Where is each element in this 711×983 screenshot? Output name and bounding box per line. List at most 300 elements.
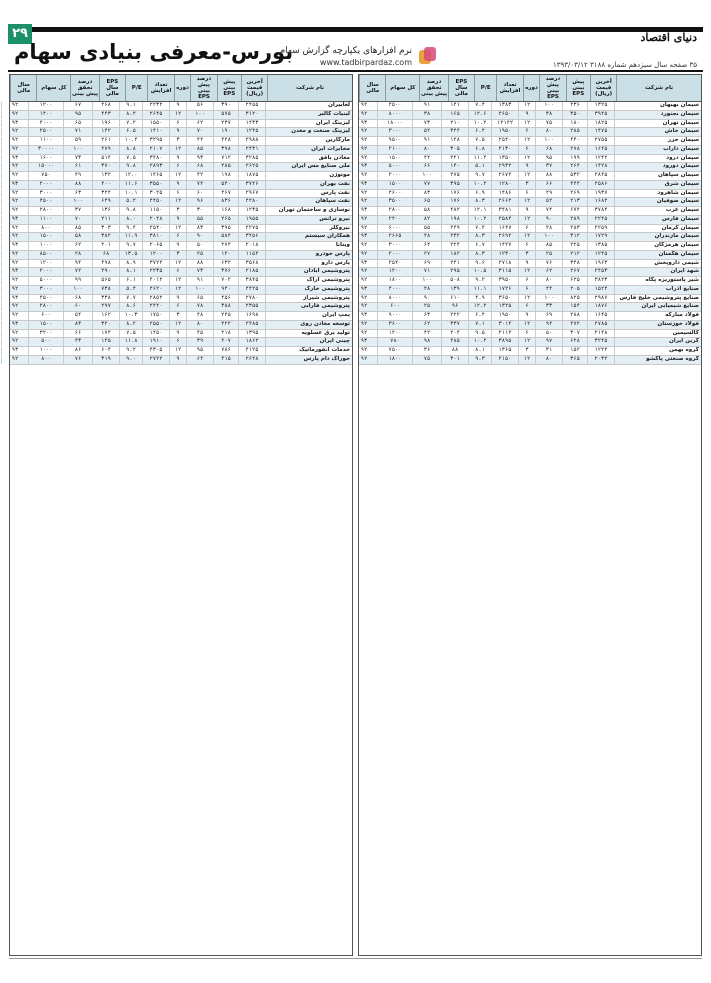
company-name-cell: سیمان شرق <box>614 181 701 189</box>
value-cell: ۷۵ <box>535 120 562 128</box>
value-cell: ۴۹ <box>63 172 92 180</box>
table-row <box>10 260 352 269</box>
table-header <box>10 75 352 102</box>
value-cell: ۴۱۵ <box>213 356 238 364</box>
value-cell: ۱۲ <box>169 198 186 206</box>
table-row <box>359 198 701 207</box>
company-name-cell: صنایع آذرآب <box>614 286 701 294</box>
value-cell: ۷.۵ <box>119 155 142 163</box>
value-cell: ۹۵۰۰ <box>377 137 412 145</box>
value-cell: ۴۴ <box>186 137 213 145</box>
column-header: دوره <box>523 75 540 101</box>
table-row <box>10 312 352 321</box>
value-cell: ۹۳ <box>350 260 377 268</box>
table-header <box>359 75 701 102</box>
value-cell: ۸۲۵ <box>562 295 587 303</box>
company-name-cell: چینی ایران <box>265 338 352 346</box>
value-cell: ۱۳۹ <box>441 286 468 294</box>
value-cell: ۲۶۴۵ <box>142 111 169 119</box>
value-cell: ۳۶۵ <box>562 356 587 364</box>
value-cell: ۳۸ <box>412 111 441 119</box>
table-row <box>359 146 701 155</box>
value-cell: ۱۰۰ <box>63 146 92 154</box>
value-cell: ۳۹۴۵ <box>587 111 614 119</box>
table-row <box>10 242 352 251</box>
value-cell: ۱۶۸۴ <box>587 198 614 206</box>
company-name-cell: ویتانا <box>265 242 352 250</box>
value-cell: ۶ <box>169 190 186 198</box>
value-cell: ۹۲ <box>350 102 377 110</box>
value-cell: ۹۲ <box>350 198 377 206</box>
value-cell: ۱۲ <box>518 102 535 110</box>
value-cell: ۷.۵ <box>468 137 491 145</box>
value-cell: ۹۶ <box>441 303 468 311</box>
table-row <box>359 251 701 260</box>
value-cell: ۱۲۴۵ <box>587 251 614 259</box>
value-cell: ۱۶۵ <box>441 111 468 119</box>
company-name-cell: توسعه معادن روی <box>265 321 352 329</box>
value-cell: ۱۲ <box>518 137 535 145</box>
value-cell: ۹۲ <box>1 312 28 320</box>
value-cell: ۲۰۱ <box>92 242 119 250</box>
table-body <box>10 102 352 955</box>
value-cell: ۴۴۵۰ <box>142 198 169 206</box>
company-name-cell: خدمات انفورماتیک <box>265 347 352 355</box>
value-cell: ۹۲ <box>350 251 377 259</box>
value-cell: ۳۹۵ <box>213 225 238 233</box>
company-name-cell: شیمی داروپخش <box>614 260 701 268</box>
value-cell: ۳۰۰۰۰ <box>28 146 63 154</box>
value-cell: ۲۵ <box>186 251 213 259</box>
value-cell: ۱۵۴ <box>562 303 587 311</box>
value-cell: ۲۴۱ <box>441 260 468 268</box>
value-cell: ۳۱۱۵ <box>491 268 518 276</box>
company-name-cell: ملی صنایع مس ایران <box>265 163 352 171</box>
company-name-cell: سیمان مازندران <box>614 233 701 241</box>
value-cell: ۸۸ <box>441 347 468 355</box>
value-cell: ۶ <box>518 330 535 338</box>
value-cell: ۹۲ <box>350 303 377 311</box>
value-cell: ۲۸۹۳ <box>142 163 169 171</box>
value-cell: ۵۷۵ <box>213 111 238 119</box>
value-cell: ۱۱۵۴ <box>238 251 265 259</box>
value-cell: ۲۲۲ <box>441 312 468 320</box>
value-cell: ۲۵۸۶ <box>587 181 614 189</box>
table-row <box>10 216 352 225</box>
value-cell: ۳۱۹ <box>92 356 119 364</box>
value-cell: ۳۵۰ <box>562 111 587 119</box>
value-cell: ۵۰۸ <box>441 277 468 285</box>
value-cell: ۹.۱ <box>119 102 142 110</box>
value-cell: ۳۱۲۰ <box>238 111 265 119</box>
value-cell: ۷۴ <box>186 181 213 189</box>
company-name-cell: پتروشیمی شیراز <box>265 295 352 303</box>
table-row <box>10 128 352 137</box>
value-cell: ۱۲۲۴ <box>587 347 614 355</box>
value-cell: ۳ <box>518 181 535 189</box>
value-cell: ۶ <box>518 286 535 294</box>
promo-banner[interactable] <box>268 44 438 70</box>
value-cell: ۱۹۵۰ <box>491 312 518 320</box>
value-cell: ۹۳ <box>350 120 377 128</box>
table-row <box>10 321 352 330</box>
value-cell: ۳۰۵ <box>441 146 468 154</box>
value-cell: ۲۵۴۰ <box>377 260 412 268</box>
value-cell: ۱۸۰۰ <box>377 356 412 364</box>
value-cell: ۶۱۰ <box>441 295 468 303</box>
value-cell: ۲۷۵۵ <box>587 137 614 145</box>
company-name-cell: سیمان شاهرود <box>614 190 701 198</box>
value-cell: ۳۰۳ <box>92 225 119 233</box>
value-cell: ۶۲ <box>535 268 562 276</box>
value-cell: ۸۰ <box>535 277 562 285</box>
value-cell: ۳۰۰۰ <box>377 242 412 250</box>
value-cell: ۳۹۵ <box>441 181 468 189</box>
value-cell: ۱۸۷۵ <box>238 172 265 180</box>
table-row <box>359 163 701 172</box>
value-cell: ۱۰.۲ <box>468 181 491 189</box>
value-cell: ۸۰۰۰ <box>377 111 412 119</box>
value-cell: ۵۳۲ <box>562 172 587 180</box>
company-name-cell: سیمان سپاهان <box>614 172 701 180</box>
value-cell: ۲۶۵ <box>213 216 238 224</box>
value-cell: ۷.۱ <box>468 321 491 329</box>
company-name-cell: شیر پاستوریزه پگاه <box>614 277 701 285</box>
value-cell: ۲۷۲۲ <box>142 356 169 364</box>
table-row <box>359 172 701 181</box>
company-name-cell: پتروشیمی خارک <box>265 286 352 294</box>
value-cell: ۳۹ <box>186 338 213 346</box>
table-row <box>10 111 352 120</box>
value-cell: ۲۶۶۴ <box>491 198 518 206</box>
column-header: کل سهام <box>36 75 70 101</box>
value-cell: ۵.۴ <box>119 286 142 294</box>
value-cell: ۴۷۲ <box>562 321 587 329</box>
value-cell: ۴۴۴ <box>562 181 587 189</box>
value-cell: ۶۶ <box>535 181 562 189</box>
value-cell: ۹ <box>169 216 186 224</box>
value-cell: ۲۰۴۸ <box>142 216 169 224</box>
value-cell: ۲۹۷ <box>92 303 119 311</box>
value-cell: ۶۲۸ <box>562 338 587 346</box>
value-cell: ۳۷ <box>535 163 562 171</box>
value-cell: ۹۲ <box>1 102 28 110</box>
column-header: آخرین قیمت (ریال) <box>590 75 616 101</box>
value-cell: ۷۶ <box>63 356 92 364</box>
value-cell: ۸.۳ <box>468 251 491 259</box>
column-header: تعداد افزایش <box>147 75 173 101</box>
value-cell: ۵۰۰ <box>28 338 63 346</box>
table-row <box>10 225 352 234</box>
table-row <box>359 286 701 295</box>
value-cell: ۲۱۴۸ <box>587 330 614 338</box>
value-cell: ۴۵۶ <box>213 295 238 303</box>
column-header: EPS سال مالی <box>448 75 474 101</box>
value-cell: ۶۲ <box>186 120 213 128</box>
value-cell: ۹۲ <box>350 321 377 329</box>
value-cell: ۲۴۵۵ <box>238 102 265 110</box>
value-cell: ۹۲ <box>350 111 377 119</box>
value-cell: ۸.۲ <box>119 321 142 329</box>
value-cell: ۱۳۵۰ <box>491 155 518 163</box>
value-cell: ۴۲ <box>186 172 213 180</box>
value-cell: ۱۲ <box>169 146 186 154</box>
value-cell: ۶۸ <box>535 146 562 154</box>
value-cell: ۱۶۲ <box>92 312 119 320</box>
value-cell: ۱۸۰۰۰ <box>377 120 412 128</box>
company-name-cell: نفت پارس <box>265 190 352 198</box>
company-name-cell: پتروشیمی آبادان <box>265 268 352 276</box>
value-cell: ۹۲ <box>350 216 377 224</box>
value-cell: ۱۲ <box>518 198 535 206</box>
footer-rule <box>9 958 702 959</box>
value-cell: ۲۴۵ <box>213 312 238 320</box>
value-cell: ۶ <box>169 120 186 128</box>
value-cell: ۴۲۸ <box>213 137 238 145</box>
table-body <box>359 102 701 955</box>
value-cell: ۹ <box>518 163 535 171</box>
company-name-cell: سیمان فارس <box>614 216 701 224</box>
promo-url[interactable]: www.tadbirpardaz.com <box>319 58 412 67</box>
value-cell: ۲۴۰۰ <box>377 216 412 224</box>
value-cell: ۱۲۳۰ <box>491 251 518 259</box>
value-cell: ۳۲۰۰ <box>28 330 63 338</box>
value-cell: ۹۲ <box>1 251 28 259</box>
value-cell: ۶۸ <box>186 163 213 171</box>
value-cell: ۱۵۰۰ <box>28 233 63 241</box>
value-cell: ۱۰۰ <box>535 102 562 110</box>
value-cell: ۵۶۵ <box>92 277 119 285</box>
company-name-cell: پارس دارو <box>265 260 352 268</box>
value-cell: ۲۳۲ <box>441 233 468 241</box>
value-cell: ۹۷ <box>535 338 562 346</box>
value-cell: ۶ <box>169 163 186 171</box>
table-row <box>359 207 701 216</box>
stock-table-right <box>358 74 702 956</box>
value-cell: ۳ <box>169 137 186 145</box>
value-cell: ۴۰۱۲ <box>142 277 169 285</box>
value-cell: ۱۰۰ <box>63 198 92 206</box>
value-cell: ۱۰۰۰ <box>28 347 63 355</box>
value-cell: ۹.۴ <box>119 225 142 233</box>
value-cell: ۲۷۱۸ <box>491 260 518 268</box>
value-cell: ۶۸ <box>63 295 92 303</box>
value-cell: ۹۲ <box>350 356 377 364</box>
value-cell: ۱۱۰۰ <box>28 216 63 224</box>
value-cell: ۶۴ <box>412 242 441 250</box>
value-cell: ۴۶۷ <box>213 190 238 198</box>
value-cell: ۱۰.۴ <box>468 338 491 346</box>
value-cell: ۹ <box>518 111 535 119</box>
value-cell: ۹۵ <box>63 111 92 119</box>
value-cell: ۹۲ <box>1 163 28 171</box>
value-cell: ۲۱۰۰ <box>377 146 412 154</box>
value-cell: ۱۲۰۰ <box>28 260 63 268</box>
value-cell: ۹۴۰ <box>213 286 238 294</box>
value-cell: ۹۴ <box>535 321 562 329</box>
value-cell: ۱۴۳۳ <box>238 120 265 128</box>
value-cell: ۲۶۷ <box>562 268 587 276</box>
company-name-cell: گروه بهمن <box>614 347 701 355</box>
value-cell: ۲۱۲ <box>562 251 587 259</box>
value-cell: ۲۱۱ <box>92 216 119 224</box>
value-cell: ۹۲ <box>1 190 28 198</box>
brand-logo: دنیای اقتصاد <box>640 31 697 44</box>
value-cell: ۵۹ <box>63 137 92 145</box>
company-name-cell: صنایع پتروشیمی خلیج فارس <box>614 295 701 303</box>
value-cell: ۹۲ <box>350 225 377 233</box>
value-cell: ۶۲۵ <box>562 277 587 285</box>
value-cell: ۳۲۹۵ <box>142 137 169 145</box>
value-cell: ۳۰۷ <box>562 330 587 338</box>
value-cell: ۸۲ <box>412 216 441 224</box>
value-cell: ۷۸۰ <box>377 338 412 346</box>
value-cell: ۹۲ <box>350 268 377 276</box>
value-cell: ۲۱۵۰ <box>491 356 518 364</box>
value-cell: ۷۵۰ <box>28 172 63 180</box>
value-cell: ۲۲۱ <box>441 155 468 163</box>
value-cell: ۹۲ <box>1 303 28 311</box>
value-cell: ۱۲ <box>169 111 186 119</box>
column-header: تعداد افزایش <box>496 75 522 101</box>
value-cell: ۵۱۴ <box>92 155 119 163</box>
value-cell: ۳۸۹۵ <box>491 338 518 346</box>
value-cell: ۱۲ <box>169 260 186 268</box>
value-cell: ۳ <box>169 312 186 320</box>
value-cell: ۶۲ <box>63 242 92 250</box>
value-cell: ۸.۱ <box>468 347 491 355</box>
value-cell: ۲۰۶۵ <box>142 242 169 250</box>
company-name-cell: سیمان دورود <box>614 163 701 171</box>
value-cell: ۳۰۲۵ <box>142 190 169 198</box>
value-cell: ۶ <box>518 225 535 233</box>
value-cell: ۵۲ <box>535 198 562 206</box>
value-cell: ۹۳ <box>1 321 28 329</box>
table-row <box>359 216 701 225</box>
value-cell: ۶۶ <box>412 163 441 171</box>
value-cell: ۱۲ <box>518 338 535 346</box>
value-cell: ۸۳ <box>186 225 213 233</box>
value-cell: ۳۰۱۴ <box>491 321 518 329</box>
value-cell: ۴۵۰۰ <box>28 295 63 303</box>
value-cell: ۹.۸ <box>119 207 142 215</box>
value-cell: ۹۳ <box>350 286 377 294</box>
value-cell: ۱۲ <box>518 321 535 329</box>
table-row <box>359 102 701 111</box>
company-name-cell: کالسیمین <box>614 330 701 338</box>
value-cell: ۹.۶ <box>468 260 491 268</box>
value-cell: ۱۴۰ <box>441 163 468 171</box>
value-cell: ۷۰۲ <box>213 277 238 285</box>
value-cell: ۷۷ <box>412 181 441 189</box>
value-cell: ۹۲ <box>1 338 28 346</box>
value-cell: ۲۶۲۵ <box>238 163 265 171</box>
value-cell: ۸.۱ <box>119 268 142 276</box>
value-cell: ۹۲ <box>1 111 28 119</box>
value-cell: ۱۹۱۰ <box>142 338 169 346</box>
value-cell: ۱۰۰ <box>412 172 441 180</box>
value-cell: ۱۸۰ <box>562 120 587 128</box>
value-cell: ۹۵ <box>186 347 213 355</box>
value-cell: ۲۸۰۰ <box>28 207 63 215</box>
column-header: پیش بینی EPS <box>566 75 590 101</box>
value-cell: ۲۲۷۵ <box>238 225 265 233</box>
value-cell: ۸۰ <box>186 321 213 329</box>
value-cell: ۹.۲ <box>468 277 491 285</box>
table-row <box>10 198 352 207</box>
value-cell: ۵۴ <box>63 312 92 320</box>
value-cell: ۶۴ <box>186 356 213 364</box>
value-cell: ۲۸۵۲ <box>142 295 169 303</box>
value-cell: ۹.۷ <box>468 172 491 180</box>
value-cell: ۱۲.۶ <box>468 111 491 119</box>
table-row <box>359 190 701 199</box>
value-cell: ۷۱ <box>412 268 441 276</box>
value-cell: ۱۲۰۰ <box>28 102 63 110</box>
value-cell: ۲۲۴۵ <box>587 216 614 224</box>
value-cell: ۲۰۱۸ <box>238 242 265 250</box>
value-cell: ۱۰۰ <box>186 286 213 294</box>
value-cell: ۱۹۸ <box>441 216 468 224</box>
company-name-cell: موتوژن <box>265 172 352 180</box>
value-cell: ۸۸ <box>63 181 92 189</box>
value-cell: ۱۲ <box>518 356 535 364</box>
column-header: P/E <box>125 75 147 101</box>
value-cell: ۳۷۸۴ <box>587 207 614 215</box>
value-cell: ۲۰۵ <box>562 286 587 294</box>
value-cell: ۶.۴ <box>468 312 491 320</box>
company-name-cell: کربن ایران <box>614 338 701 346</box>
value-cell: ۲۵ <box>535 251 562 259</box>
value-cell: ۷.۲ <box>119 120 142 128</box>
value-cell: ۶ <box>518 128 535 136</box>
company-name-cell: سیمان هرمزگان <box>614 242 701 250</box>
company-name-cell: لبنیات کالبر <box>265 111 352 119</box>
company-name-cell: سیمان بهبهان <box>614 102 701 110</box>
value-cell: ۷۰ <box>63 216 92 224</box>
company-name-cell: فولاد مبارکه <box>614 312 701 320</box>
value-cell: ۱۱.۶ <box>119 181 142 189</box>
value-cell: ۶ <box>169 233 186 241</box>
value-cell: ۲۹۶۷ <box>238 190 265 198</box>
company-name-cell: لیزینگ ایران <box>265 120 352 128</box>
value-cell: ۷۳ <box>186 268 213 276</box>
company-name-cell: خوراک دام پارس <box>265 356 352 364</box>
value-cell: ۱۹۵۵ <box>238 216 265 224</box>
value-cell: ۹۲ <box>1 356 28 364</box>
value-cell: ۱۴۸۶ <box>491 190 518 198</box>
value-cell: ۹۳ <box>1 155 28 163</box>
value-cell: ۲۶۱ <box>92 137 119 145</box>
value-cell: ۶۰۰ <box>377 303 412 311</box>
table-row <box>359 155 701 164</box>
company-name-cell: نیرو ترانس <box>265 216 352 224</box>
value-cell: ۸۸ <box>535 172 562 180</box>
value-cell: ۲۰۰۰ <box>377 172 412 180</box>
value-cell: ۶.۸ <box>468 146 491 154</box>
value-cell: ۹۳ <box>1 181 28 189</box>
value-cell: ۵۰ <box>186 242 213 250</box>
top-rule <box>8 27 703 32</box>
value-cell: ۱۲.۲ <box>468 303 491 311</box>
value-cell: ۴۸۲ <box>441 207 468 215</box>
value-cell: ۹۲ <box>1 137 28 145</box>
value-cell: ۲۰۰۰ <box>28 268 63 276</box>
value-cell: ۴۹۸ <box>92 260 119 268</box>
value-cell: ۳۳ <box>535 303 562 311</box>
value-cell: ۳۶۵۰ <box>491 295 518 303</box>
value-cell: ۸۳۶ <box>213 198 238 206</box>
